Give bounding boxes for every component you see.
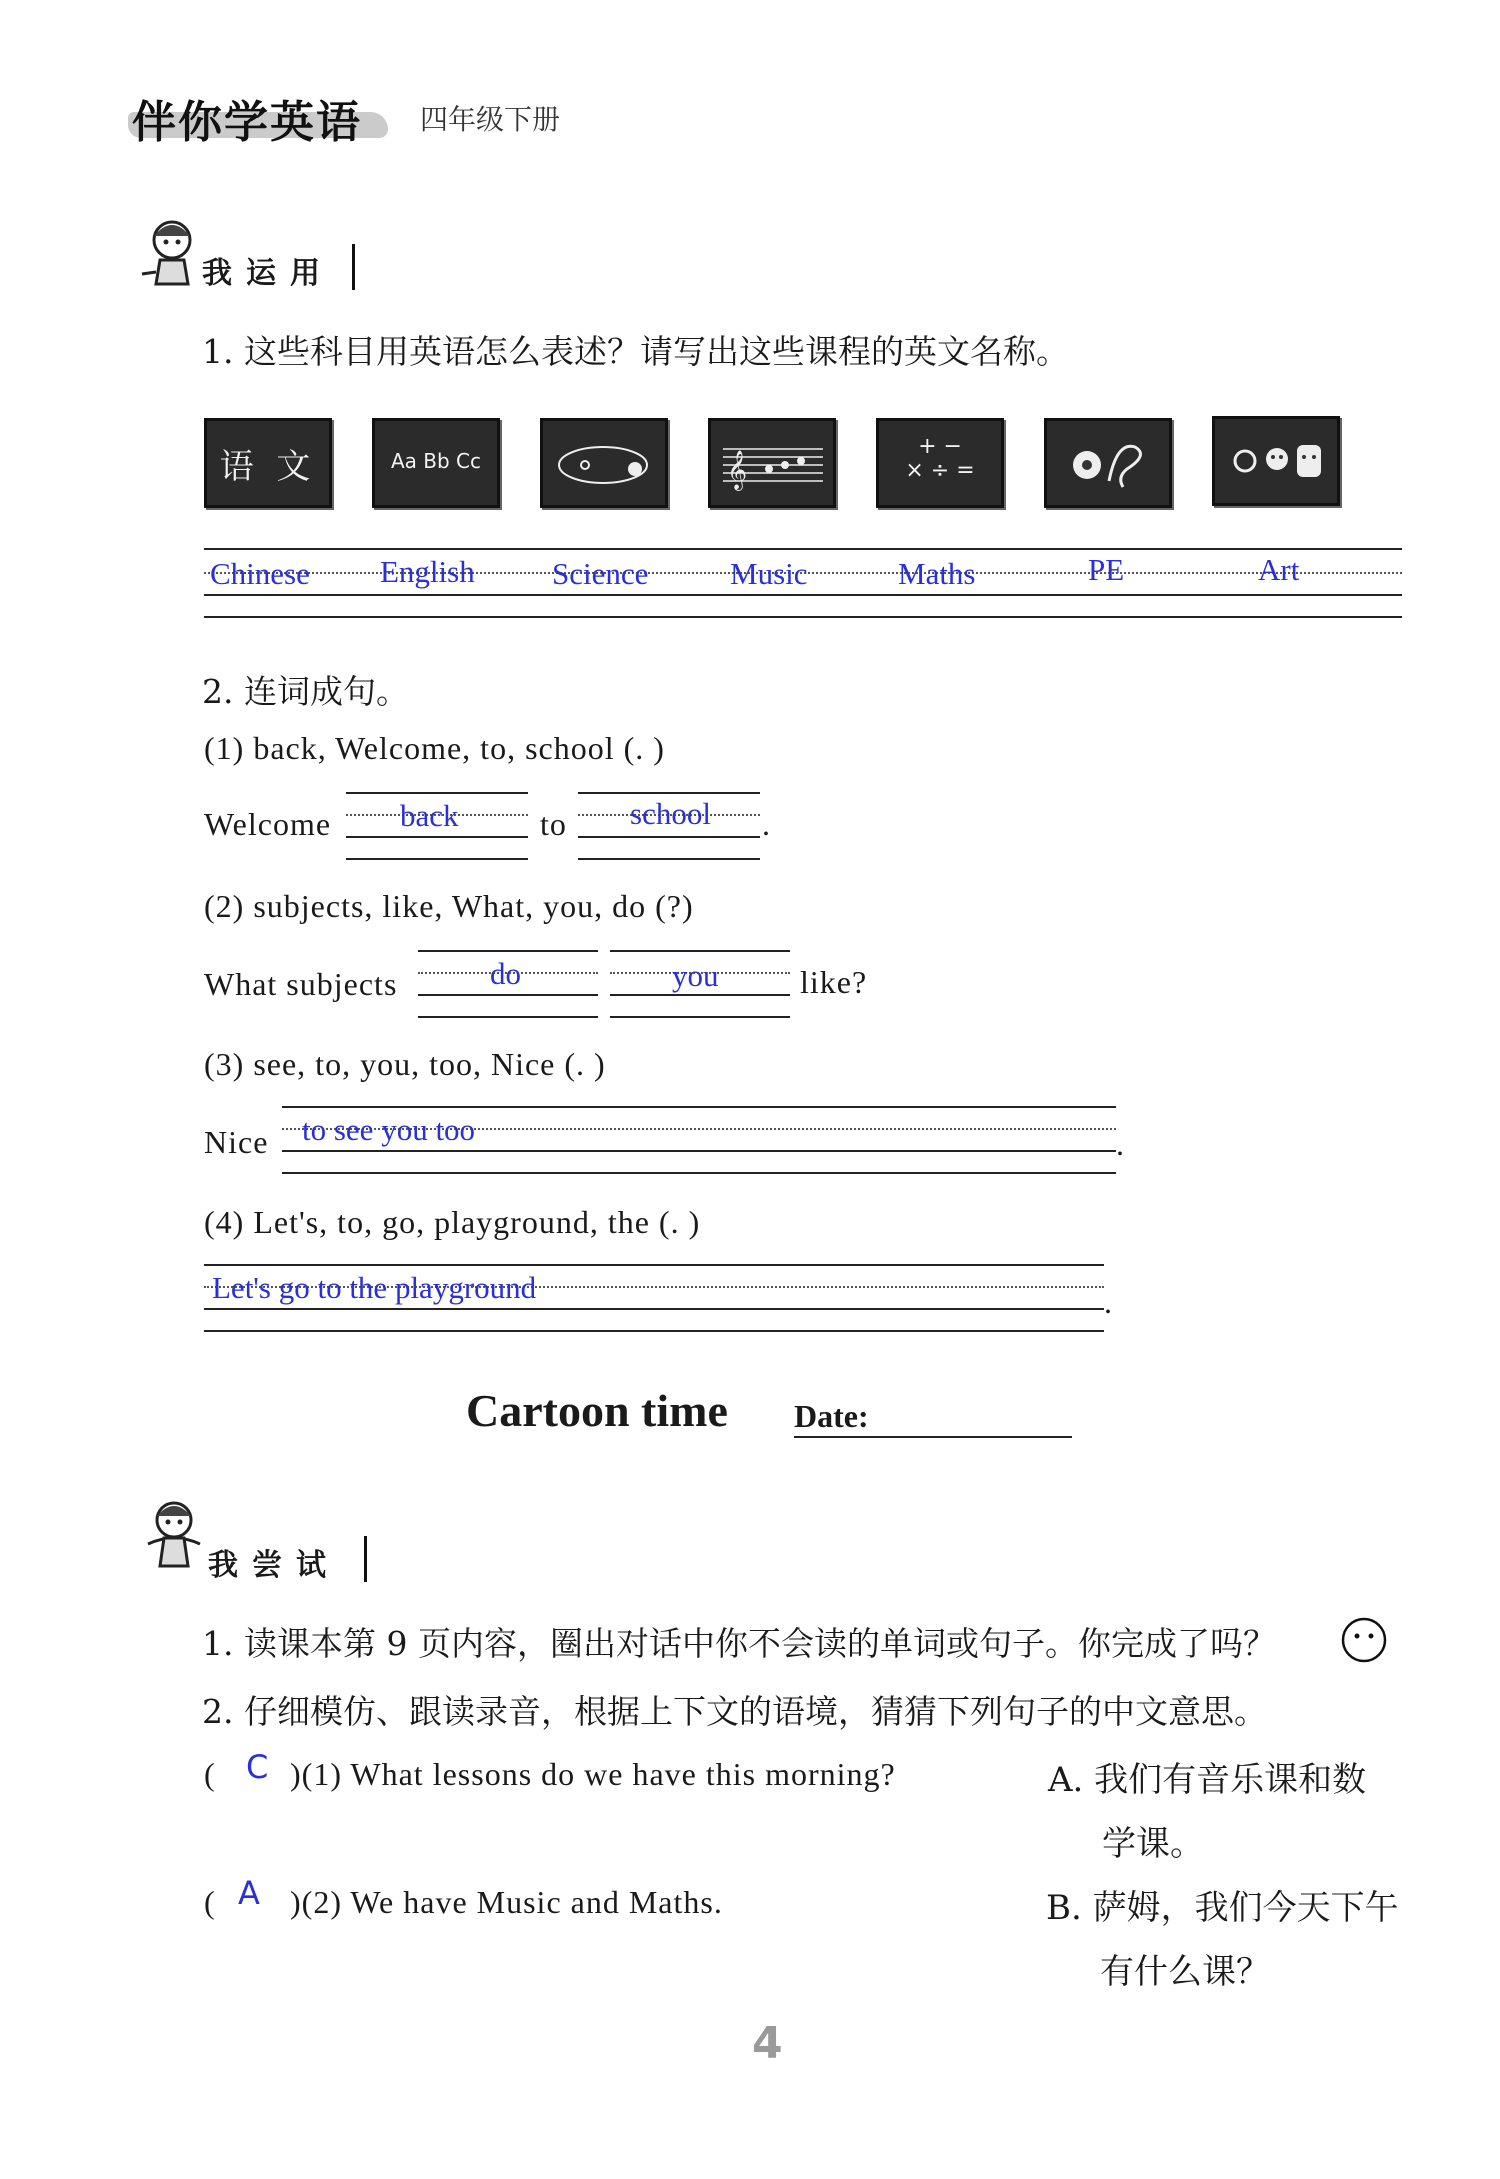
writing-line — [610, 1016, 790, 1018]
writing-line — [578, 858, 760, 860]
writing-line — [346, 858, 528, 860]
writing-line — [578, 792, 760, 794]
item-1-answer-2: school — [630, 796, 711, 831]
smiley-face-icon — [1340, 1616, 1388, 1664]
match-sentence-2: )(2) We have Music and Maths. — [290, 1884, 723, 1920]
match-option-b-cont: 有什么课？ — [1100, 1952, 1270, 1992]
match-sentence-1: )(1) What lessons do we have this morning? — [290, 1756, 896, 1792]
writing-line — [282, 1150, 1116, 1152]
section-title-try: 我尝试 — [208, 1548, 340, 1583]
maths-card-icon: + − × ÷ = — [876, 418, 1004, 508]
item-1-end: . — [762, 806, 771, 842]
music-card-icon — [708, 418, 836, 508]
page-number: 4 — [752, 2018, 783, 2069]
mascot-girl-icon — [132, 212, 212, 292]
writing-line — [610, 994, 790, 996]
answer-english: English — [380, 554, 475, 589]
writing-line — [346, 836, 528, 838]
writing-line — [282, 1172, 1116, 1174]
writing-line — [204, 1264, 1104, 1266]
section-title-apply: 我运用 — [202, 256, 334, 291]
cartoon-time-title: Cartoon time — [466, 1385, 728, 1436]
item-4-answer: Let's go to the playground — [212, 1270, 537, 1305]
match-answer-2: A — [238, 1874, 260, 1912]
date-label: Date: — [794, 1398, 869, 1434]
match-option-a-cont: 学课。 — [1102, 1824, 1204, 1864]
item-2-answer-1: do — [490, 956, 521, 991]
match-option-b: B. 萨姆，我们今天下午 — [1046, 1888, 1399, 1928]
answer-maths: Maths — [898, 556, 976, 591]
item-1-answer-1: back — [400, 798, 459, 833]
question-2: 2. 连词成句。 — [202, 672, 409, 711]
item-3-prompt: (3) see, to, you, too, Nice (. ) — [204, 1046, 606, 1082]
item-1-start: Welcome — [204, 806, 332, 842]
writing-line — [610, 950, 790, 952]
date-line — [794, 1436, 1072, 1438]
item-2-prompt: (2) subjects, like, What, you, do (?) — [204, 888, 694, 924]
grade-label: 四年级下册 — [420, 103, 561, 136]
item-1-mid: to — [540, 806, 567, 842]
writing-line — [418, 950, 598, 952]
answer-chinese: Chinese — [210, 556, 310, 591]
answer-pe: PE — [1088, 552, 1125, 587]
item-2-answer-2: you — [672, 958, 719, 993]
answer-music: Music — [730, 556, 808, 591]
english-card-icon: Aa Bb Cc — [372, 418, 500, 508]
item-3-end: . — [1116, 1126, 1125, 1162]
writing-line — [282, 1106, 1116, 1108]
science-card-icon — [540, 418, 668, 508]
item-4-end: . — [1104, 1284, 1113, 1320]
section-divider — [352, 244, 355, 290]
writing-line — [204, 1308, 1104, 1310]
answer-science: Science — [552, 556, 649, 591]
chinese-card-icon: 语 文 — [204, 418, 332, 508]
item-4-prompt: (4) Let's, to, go, playground, the (. ) — [204, 1204, 701, 1240]
paren-open: ( — [204, 1756, 216, 1792]
writing-line — [418, 1016, 598, 1018]
art-card-icon — [1212, 416, 1340, 506]
writing-line — [204, 616, 1402, 618]
writing-line — [204, 548, 1402, 550]
writing-line — [578, 836, 760, 838]
brand-title: 伴你学英语 — [132, 97, 362, 148]
answer-art: Art — [1258, 552, 1300, 587]
writing-line — [204, 594, 1402, 596]
writing-line — [418, 994, 598, 996]
match-option-a: A. 我们有音乐课和数 — [1048, 1760, 1367, 1800]
question-1: 1. 这些科目用英语怎么表述？请写出这些课程的英文名称。 — [202, 332, 1069, 371]
item-3-answer: to see you too — [302, 1112, 476, 1147]
pe-card-icon — [1044, 418, 1172, 508]
section-divider — [364, 1536, 367, 1582]
writing-line — [204, 1330, 1104, 1332]
writing-line — [346, 792, 528, 794]
item-3-start: Nice — [204, 1124, 269, 1160]
item-1-prompt: (1) back, Welcome, to, school (. ) — [204, 730, 665, 766]
mascot-girl-icon — [134, 1494, 214, 1574]
svg-text:𝄞: 𝄞 — [727, 450, 748, 490]
paren-open: ( — [204, 1884, 216, 1920]
match-answer-1: C — [246, 1748, 269, 1786]
try-question-1: 1. 读课本第 9 页内容，圈出对话中你不会读的单词或句子。你完成了吗？ — [202, 1624, 1276, 1663]
item-2-end: like? — [800, 964, 868, 1000]
item-2-start: What subjects — [204, 966, 398, 1002]
try-question-2: 2. 仔细模仿、跟读录音，根据上下文的语境，猜猜下列句子的中文意思。 — [202, 1692, 1267, 1731]
